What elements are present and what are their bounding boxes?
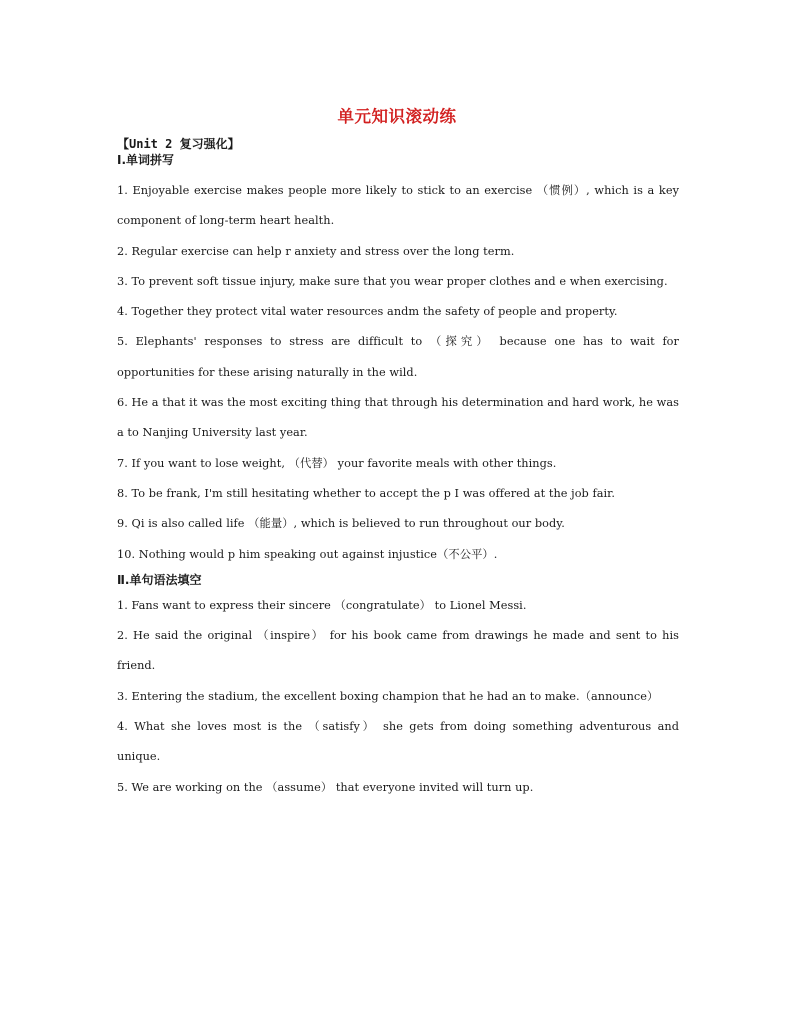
spelling-item-9: 9. Qi is also called life （能量）, which is believed to run throughout our body.: [117, 517, 565, 531]
grammar-item-4: 4. What she loves most is the （satisfy） she gets from doing something adventurous and unique.: [117, 720, 679, 764]
spelling-item-5: 5. Elephants' responses to stress are difficult to （探究） because one has to wait for opportunities for these arising naturally in the wild.: [117, 335, 679, 379]
spelling-item-4: 4. Together they protect vital water resources andm the safety of people and property.: [117, 305, 618, 319]
grammar-item-1: 1. Fans want to express their sincere （congratulate） to Lionel Messi.: [117, 598, 527, 612]
spelling-item-1: 1. Enjoyable exercise makes people more likely to stick to an exercise （惯例）, which is a key component of long-term heart health.: [117, 184, 679, 228]
spelling-item-8: 8. To be frank, I'm still hesitating whether to accept the p I was offered at the job fair.: [117, 486, 616, 500]
unit-heading: 【Unit 2 复习强化】: [117, 137, 240, 151]
spelling-item-7: 7. If you want to lose weight, （代替） your favorite meals with other things.: [117, 456, 557, 470]
grammar-item-2: 2. He said the original （inspire） for his book came from drawings he made and sent to his friend.: [117, 629, 679, 673]
grammar-item-5: 5. We are working on the （assume） that everyone invited will turn up.: [117, 780, 534, 794]
page-title: 单元知识滚动练: [337, 107, 457, 126]
spelling-item-3: 3. To prevent soft tissue injury, make sure that you wear proper clothes and e when exercising.: [117, 274, 668, 288]
document-content: [117, 136, 679, 803]
spelling-item-6: 6. He a that it was the most exciting thing that through his determination and hard work, he was a to Nanjing University last year.: [117, 396, 679, 440]
grammar-item-3: 3. Entering the stadium, the excellent boxing champion that he had an to make.（announce）: [117, 689, 659, 703]
spelling-exercise-list: [117, 176, 679, 570]
spelling-item-10: 10. Nothing would p him speaking out against injustice（不公平）.: [117, 547, 498, 561]
spelling-item-2: 2. Regular exercise can help r anxiety and stress over the long term.: [117, 244, 515, 258]
grammar-exercise-list: [117, 591, 679, 803]
section-heading-grammar: Ⅱ.单句语法填空: [117, 572, 202, 587]
section-heading-spelling: Ⅰ.单词拼写: [117, 153, 175, 167]
